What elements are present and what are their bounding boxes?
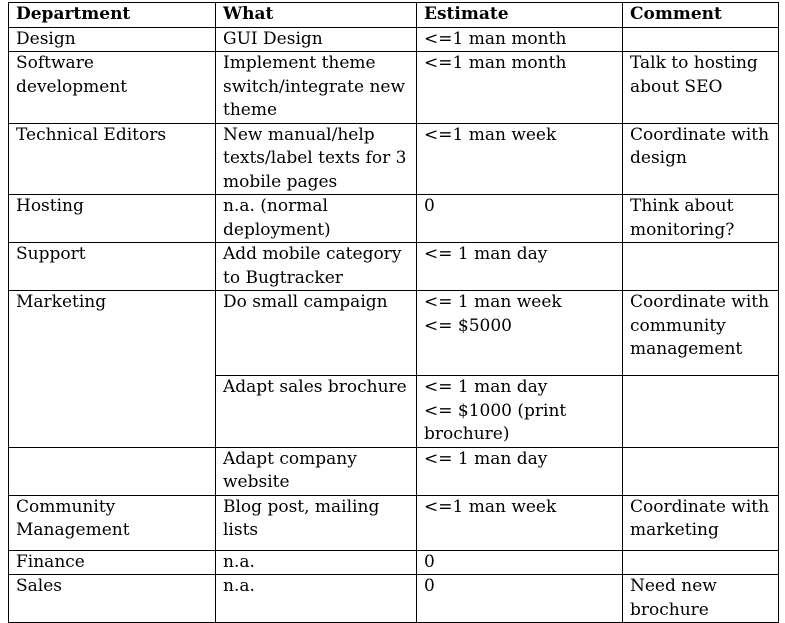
cell-estimate: 0 (417, 575, 623, 623)
cell-estimate: <= 1 man day (417, 243, 623, 291)
header-comment: Comment (623, 3, 779, 28)
cell-department: Design (9, 27, 216, 52)
table-row (9, 575, 779, 623)
cell-department: Community Management (9, 495, 216, 550)
table-row (9, 291, 779, 376)
cell-comment: Coordinate with community management (623, 291, 779, 376)
cell-estimate: <= 1 man day (417, 447, 623, 495)
cell-what: Add mobile category to Bugtracker (216, 243, 417, 291)
header-row (9, 3, 779, 28)
cell-what: Adapt company website (216, 447, 417, 495)
cell-comment: Coordinate with design (623, 123, 779, 195)
cell-what: Do small campaign (216, 291, 417, 376)
cell-comment: Coordinate with marketing (623, 495, 779, 550)
table-row (9, 550, 779, 575)
table-row (9, 447, 779, 495)
cell-what: Blog post, mailing lists (216, 495, 417, 550)
cell-department: Hosting (9, 195, 216, 243)
header-department: Department (9, 3, 216, 28)
cell-comment (623, 550, 779, 575)
cell-estimate: <=1 man week (417, 123, 623, 195)
cell-department: Support (9, 243, 216, 291)
table-row (9, 52, 779, 124)
cell-comment (623, 243, 779, 291)
header-estimate: Estimate (417, 3, 623, 28)
cell-comment (623, 447, 779, 495)
estimate-table (8, 2, 779, 623)
cell-comment: Think about monitoring? (623, 195, 779, 243)
table-row (9, 27, 779, 52)
cell-comment (623, 376, 779, 448)
cell-comment: Need new brochure (623, 575, 779, 623)
cell-department: Finance (9, 550, 216, 575)
header-what: What (216, 3, 417, 28)
cell-what: Adapt sales brochure (216, 376, 417, 448)
cell-estimate: <= 1 man day <= $1000 (print brochure) (417, 376, 623, 448)
cell-department: Marketing (9, 291, 216, 448)
cell-comment (623, 27, 779, 52)
cell-estimate: <=1 man month (417, 52, 623, 124)
cell-department: Technical Editors (9, 123, 216, 195)
table-row (9, 123, 779, 195)
table-row (9, 195, 779, 243)
cell-comment: Talk to hosting about SEO (623, 52, 779, 124)
cell-estimate: 0 (417, 195, 623, 243)
cell-department: Software development (9, 52, 216, 124)
cell-what: n.a. (216, 550, 417, 575)
cell-estimate: <=1 man week (417, 495, 623, 550)
cell-what: GUI Design (216, 27, 417, 52)
cell-department (9, 447, 216, 495)
cell-estimate: <= 1 man week <= $5000 (417, 291, 623, 376)
cell-department: Sales (9, 575, 216, 623)
cell-what: Implement theme switch/integrate new theme (216, 52, 417, 124)
cell-what: n.a. (normal deployment) (216, 195, 417, 243)
cell-what: New manual/help texts/label texts for 3 mobile pages (216, 123, 417, 195)
cell-estimate: 0 (417, 550, 623, 575)
cell-what: n.a. (216, 575, 417, 623)
table-row (9, 495, 779, 550)
table-row (9, 243, 779, 291)
cell-estimate: <=1 man month (417, 27, 623, 52)
